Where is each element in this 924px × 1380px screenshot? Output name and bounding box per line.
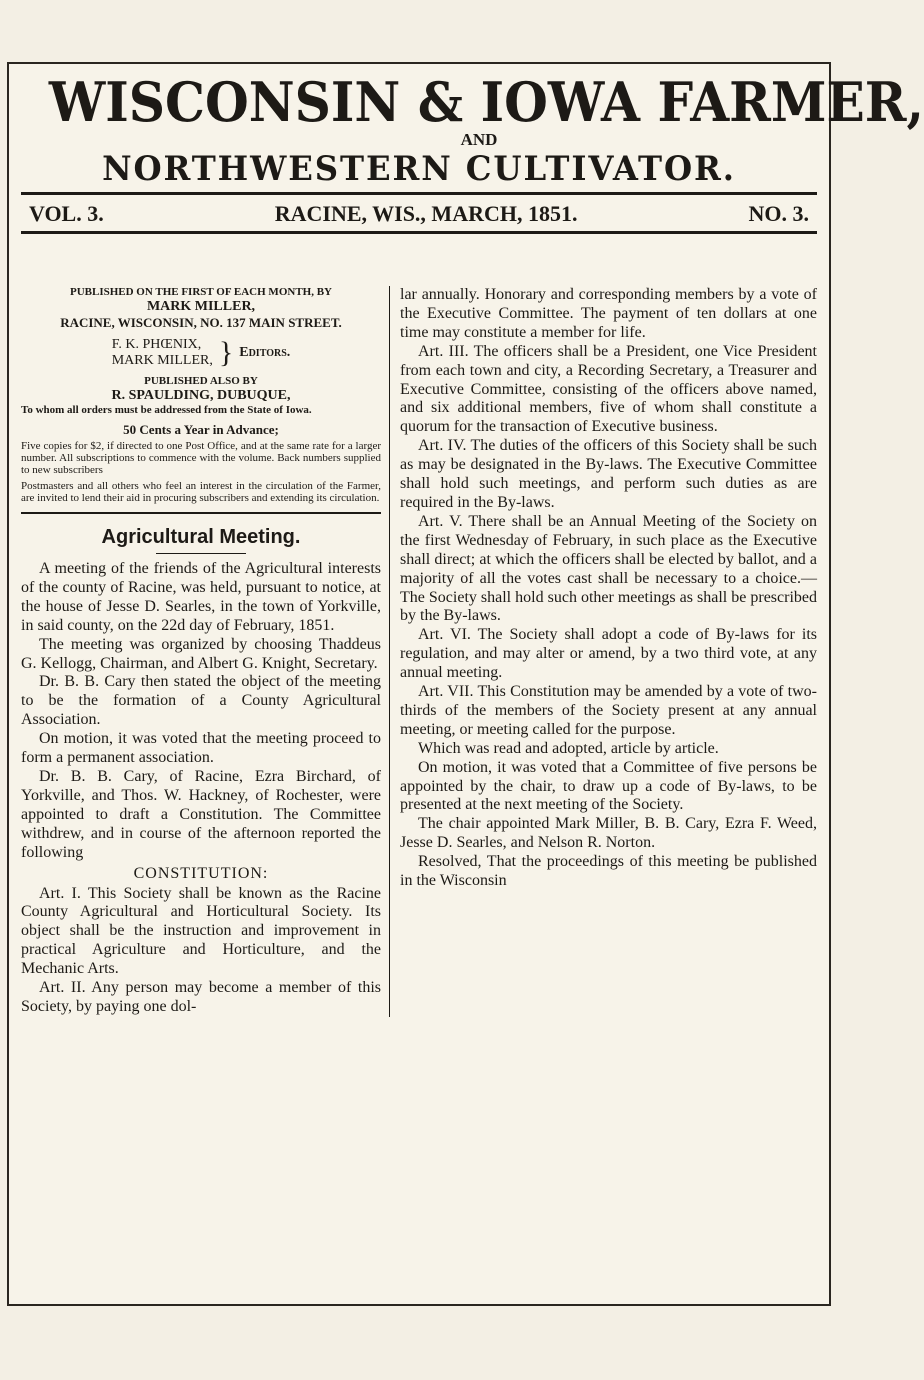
article-paragraph: Which was read and adopted, article by article. [418, 739, 719, 757]
publisher-name: MARK MILLER, [146, 299, 256, 314]
constitution-article: Art. V. There shall be an Annual Meeting of the Society on the first Wednesday of February, in such place as the Executive shall direct; at which the officers shall be elected by ballot, and a majority of all the votes cast shall be necessary to a choice.— The Society shall hold such other meetings as shall be prescribed by the By-laws. [400, 512, 817, 625]
constitution-article: Art. IV. The duties of the officers of this Society shall be such as may be designated in the By-laws. The Executive Committee shall hold such meetings, and perform such duties as are required in the By-laws. [400, 437, 817, 511]
publisher-line: PUBLISHED ON THE FIRST OF EACH MONTH, BY [69, 286, 332, 298]
number-label: NO. 3. [748, 201, 809, 226]
editors-block [21, 337, 381, 369]
heading-underline [156, 553, 246, 554]
constitution-article: Art. II. Any person may become a member of this Society, by paying one dol- [21, 979, 381, 1015]
article-paragraph: Resolved, That the proceedings of this meeting be published in the Wisconsin [400, 853, 817, 890]
article-paragraph: Dr. B. B. Cary, of Racine, Ezra Birchard, of Yorkville, and Thos. W. Hackney, of Rochester, were appointed to draft a Constitution. The Committee withdrew, and in course of the afternoon reported the following [21, 767, 381, 861]
postmasters-note: Postmasters and all others who feel an interest in the circulation of the Farmer, are invited to lend their aid in procuring subscribers and extending its circulation. [21, 480, 381, 504]
columns [21, 286, 817, 1017]
masthead-and: AND [460, 130, 498, 149]
place-date: RACINE, WIS., MARCH, 1851. [274, 201, 578, 226]
masthead-subtitle: NORTHWESTERN CULTIVATOR. [102, 149, 736, 189]
constitution-article: Art. VII. This Constitution may be amended by a vote of two-thirds of the members of the Society present at any annual meeting, or meeting called for the purpose. [400, 683, 817, 738]
constitution-heading: CONSTITUTION: [133, 864, 269, 882]
masthead [21, 70, 924, 236]
terms-note: Five copies for $2, if directed to one Post Office, and at the same rate for a larger number. All subscriptions to commence with the volume. Back numbers supplied to new subscribers [21, 440, 381, 476]
price-line: 50 Cents a Year in Advance; [123, 422, 279, 437]
publisher-address: RACINE, WISCONSIN, NO. 137 MAIN STREET. [60, 315, 342, 330]
article-paragraph: A meeting of the friends of the Agricultural interests of the county of Racine, was held, pursuant to notice, at the house of Jesse D. Searles, in the town of Yorkville, in said county, on the 22d day of February, 1851. [21, 560, 381, 634]
volume-label: VOL. 3. [29, 201, 104, 226]
also-published-name: R. SPAULDING, DUBUQUE, [111, 388, 291, 403]
article-paragraph: On motion, it was voted that the meeting proceed to form a permanent association. [21, 730, 381, 767]
constitution-article: Art. III. The officers shall be a President, one Vice President from each town and city, a Recording Secretary, a Treasurer and Executive Committee, consisting of the officers above named, and six additional members, five of whom shall constitute a quorum for the transaction of Executive business. [400, 342, 817, 436]
section-rule [21, 512, 381, 514]
editor-2: MARK MILLER, [111, 353, 213, 368]
newspaper-page [7, 62, 924, 1306]
article-heading: Agricultural Meeting. [101, 526, 301, 548]
editor-1: F. K. PHŒNIX, [111, 337, 202, 352]
right-column [390, 286, 817, 1017]
article-paragraph: Dr. B. B. Cary then stated the object of the meeting to be the formation of a County Agricultural Association. [21, 673, 381, 729]
dateline [21, 197, 817, 229]
dateline-rule [21, 231, 817, 234]
masthead-rule [21, 192, 817, 195]
masthead-title: WISCONSIN & IOWA FARMER, [48, 70, 924, 134]
article-paragraph: lar annually. Honorary and corresponding members by a vote of the Executive Committee. The payment of ten dollars at one time may constitute a member for life. [400, 286, 817, 341]
constitution-article: Art. I. This Society shall be known as the Racine County Agricultural and Horticultural Society. Its object shall be the instruction and improvement in practical Agriculture and Horticulture, and the Mechanic Arts. [21, 884, 381, 978]
article-paragraph: On motion, it was voted that a Committee of five persons be appointed by the chair, to draw up a code of By-laws, to be presented at the next meeting of the Society. [400, 758, 817, 814]
left-column [21, 286, 390, 1017]
article-paragraph: The meeting was organized by choosing Thaddeus G. Kellogg, Chairman, and Albert G. Knight, Secretary. [21, 635, 381, 672]
constitution-article: Art. VI. The Society shall adopt a code of By-laws for its regulation, and may alter or amend, by a two third vote, at any annual meeting. [400, 626, 817, 682]
article-paragraph: The chair appointed Mark Miller, B. B. Cary, Ezra F. Weed, Jesse D. Searles, and Nelson R. Norton. [400, 815, 817, 852]
also-published-line: PUBLISHED ALSO BY [144, 375, 258, 387]
orders-note: To whom all orders must be addressed from the State of Iowa. [21, 404, 312, 416]
editors-label: Editors. [239, 345, 291, 360]
brace-icon: } [218, 336, 234, 369]
